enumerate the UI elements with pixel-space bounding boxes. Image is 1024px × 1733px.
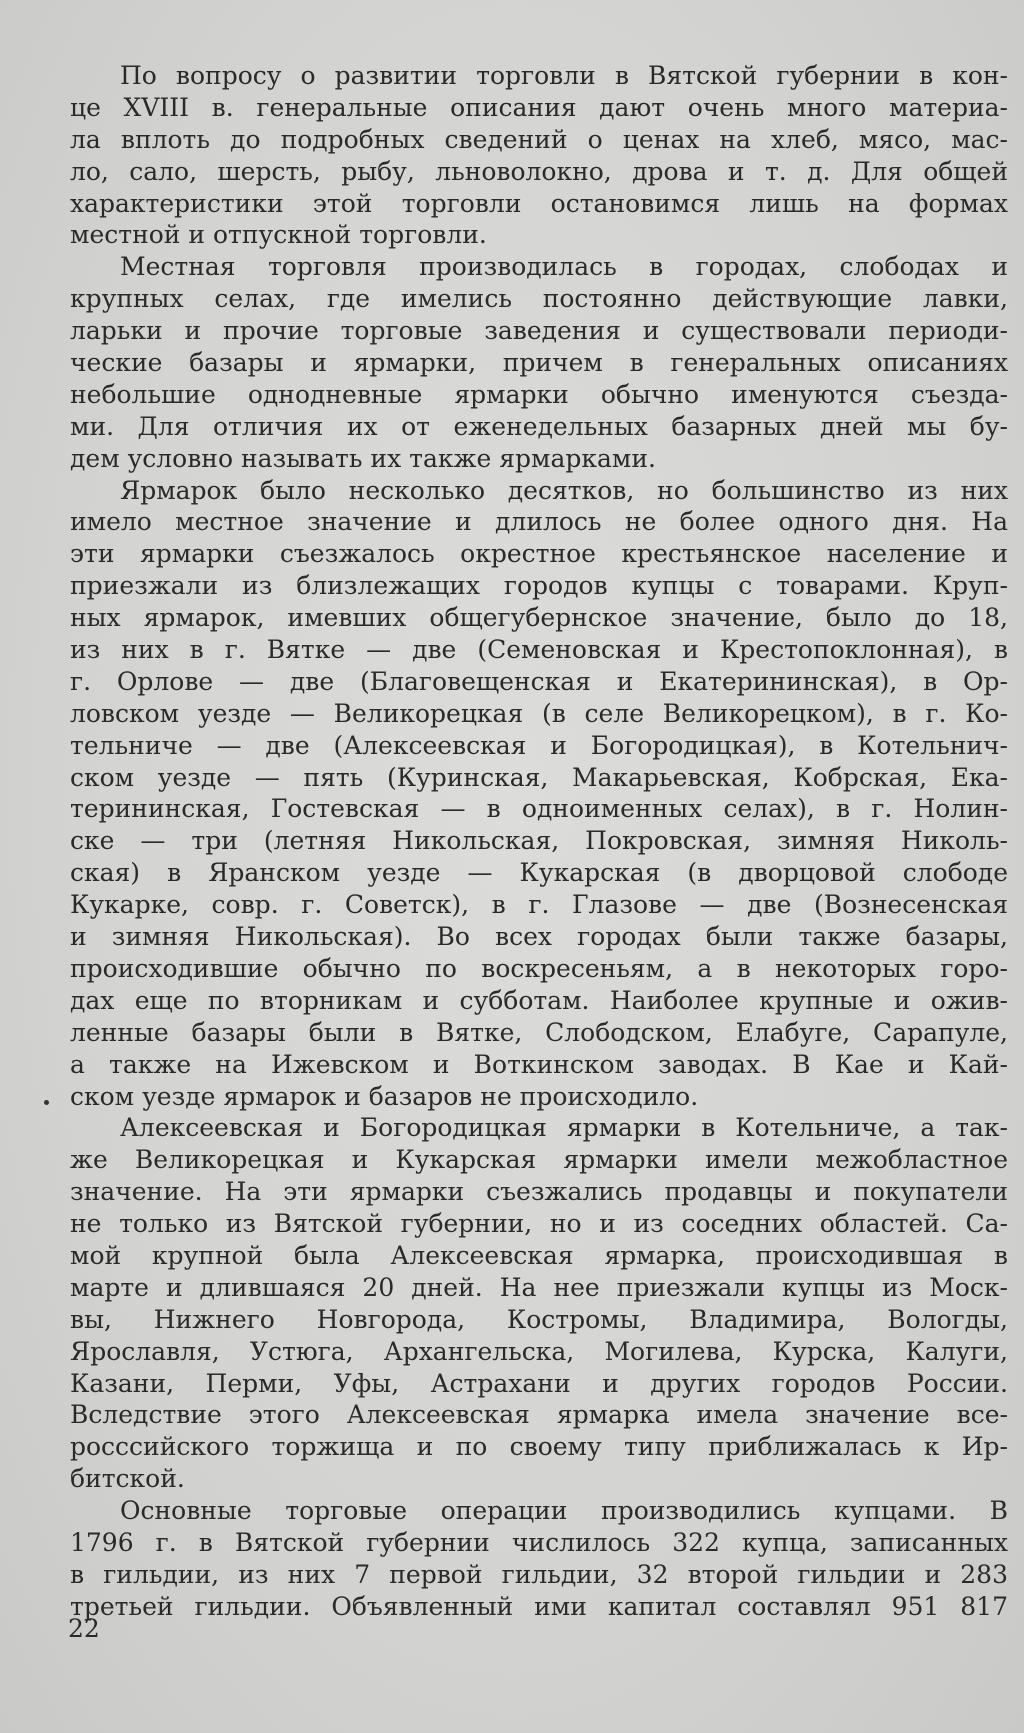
text-line: Алексеевская и Богородицкая ярмарки в Котельниче, а так- (120, 1113, 1008, 1143)
text-line: и зимняя Никольская). Во всех городах были также базары, (70, 922, 1008, 952)
paragraph (70, 60, 1008, 251)
paragraph (70, 1112, 1008, 1495)
paragraph (70, 475, 1008, 1113)
paragraph (70, 1495, 1008, 1623)
text-line: характеристики этой торговли остановимся лишь на формах (70, 188, 1008, 218)
text-line: Вследствие этого Алексеевская ярмарка имела значение все- (70, 1400, 1008, 1430)
text-line: Кукарке, совр. г. Советск), в г. Глазове — две (Вознесенская (70, 890, 1008, 920)
text-line: Казани, Перми, Уфы, Астрахани и других городов России. (70, 1368, 1008, 1398)
text-line: ных ярмарок, имевших общегубернское значение, было до 18, (70, 603, 1008, 633)
body-text (70, 60, 1008, 1623)
text-line: Основные торговые операции производились купцами. В (120, 1496, 1008, 1526)
print-speck (44, 1100, 49, 1105)
text-line: це XVIII в. генеральные описания дают очень много материа- (70, 92, 1008, 122)
text-line: 1796 г. в Вятской губернии числилось 322 купца, записанных (70, 1527, 1008, 1557)
text-line: ческие базары и ярмарки, причем в генеральных описаниях (70, 348, 1008, 378)
text-line: По вопросу о развитии торговли в Вятской губернии в кон- (120, 61, 1008, 90)
text-line: в гильдии, из них 7 первой гильдии, 32 второй гильдии и 283 (70, 1559, 1008, 1589)
text-line: вы, Нижнего Новгорода, Костромы, Владимира, Вологды, (70, 1304, 1008, 1334)
text-line: дах еще по вторникам и субботам. Наиболее крупные и ожив- (70, 985, 1008, 1015)
text-line: Местная торговля производилась в городах, слободах и (120, 252, 1008, 282)
text-line: терининская, Гостевская — в одноименных селах), в г. Нолин- (70, 794, 1008, 824)
text-line: ском уезде ярмарок и базаров не происходило. (70, 1081, 699, 1111)
text-line: марте и длившаяся 20 дней. На нее приезжали купцы из Моск- (70, 1272, 1008, 1302)
text-line: местной и отпускной торговли. (70, 220, 487, 250)
text-line: третьей гильдии. Объявленный ими капитал составлял 951 817 (70, 1591, 1008, 1621)
text-line: Ярославля, Устюга, Архангельска, Могилева, Курска, Калуги, (70, 1336, 1008, 1366)
text-line: мой крупной была Алексеевская ярмарка, происходившая в (70, 1240, 1008, 1270)
text-line: дем условно называть их также ярмарками. (70, 443, 656, 473)
text-line: имело местное значение и длилось не более одного дня. На (70, 507, 1008, 537)
text-line: ло, сало, шерсть, рыбу, льноволокно, дрова и т. д. Для общей (70, 156, 1008, 186)
paragraph (70, 251, 1008, 474)
text-line: ловском уезде — Великорецкая (в селе Великорецком), в г. Ко- (70, 698, 1008, 728)
text-line: ми. Для отличия их от еженедельных базарных дней мы бу- (70, 411, 1008, 441)
text-line: а также на Ижевском и Воткинском заводах. В Кае и Кай- (70, 1049, 1008, 1079)
text-line: приезжали из близлежащих городов купцы с товарами. Круп- (70, 571, 1008, 601)
page-number: 22 (68, 1614, 100, 1643)
text-line: ларьки и прочие торговые заведения и существовали периоди- (70, 316, 1008, 346)
text-line: битской. (70, 1464, 185, 1494)
text-line: эти ярмарки съезжалось окрестное крестьянское население и (70, 539, 1008, 569)
text-line: ском уезде — пять (Куринская, Макарьевская, Кобрская, Ека- (70, 762, 1008, 792)
text-line: росссийского торжища и по своему типу приближалась к Ир- (70, 1432, 1008, 1462)
text-line: происходившие обычно по воскресеньям, а в некоторых горо- (70, 953, 1008, 983)
text-line: же Великорецкая и Кукарская ярмарки имели межобластное (70, 1145, 1008, 1175)
text-line: ская) в Яранском уезде — Кукарская (в дворцовой слободе (70, 858, 1008, 888)
text-line: не только из Вятской губернии, но и из соседних областей. Са- (70, 1209, 1008, 1239)
text-line: значение. На эти ярмарки съезжались продавцы и покупатели (70, 1177, 1008, 1207)
text-line: крупных селах, где имелись постоянно действующие лавки, (70, 284, 1008, 314)
text-line: ске — три (летняя Никольская, Покровская, зимняя Николь- (70, 826, 1008, 856)
text-line: небольшие однодневные ярмарки обычно именуются съезда- (70, 379, 1008, 409)
text-line: г. Орлове — две (Благовещенская и Екатерининская), в Ор- (70, 666, 1008, 696)
text-line: Ярмарок было несколько десятков, но большинство из них (120, 475, 1008, 505)
text-line: из них в г. Вятке — две (Семеновская и Крестопоклонная), в (70, 635, 1008, 665)
text-line: тельниче — две (Алексеевская и Богородицкая), в Котельнич- (70, 730, 1008, 760)
text-line: ленные базары были в Вятке, Слободском, Елабуге, Сарапуле, (70, 1017, 1008, 1047)
text-line: ла вплоть до подробных сведений о ценах на хлеб, мясо, мас- (70, 124, 1008, 154)
